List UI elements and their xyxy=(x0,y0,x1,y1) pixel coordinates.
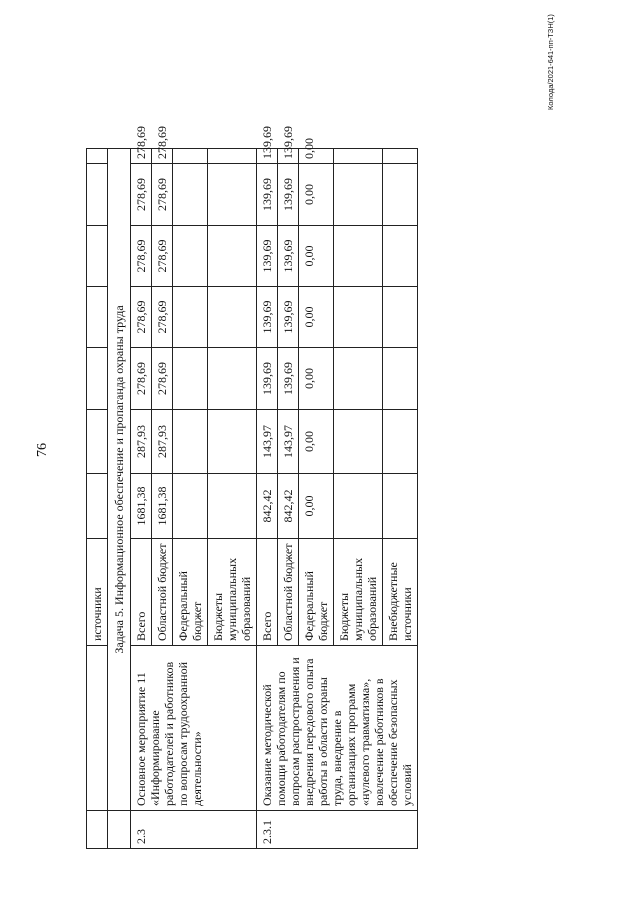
value-cell: 278,69 xyxy=(152,149,173,164)
value-cell xyxy=(208,287,257,348)
value-cell xyxy=(173,226,208,287)
value-cell xyxy=(383,164,418,226)
value-cell xyxy=(334,149,383,164)
value-cell: 139,69 xyxy=(278,164,299,226)
item-name: Основное мероприятие 11 «Информирование работодателей и работников по вопросам трудоохранной деятельности» xyxy=(131,646,257,811)
item-number: 2.3.1 xyxy=(257,811,418,849)
value-cell: 278,69 xyxy=(131,287,152,348)
value-cell: 139,69 xyxy=(257,348,278,410)
header-cell xyxy=(87,410,108,474)
source-label: Внебюджетные источники xyxy=(383,539,418,646)
value-cell: 278,69 xyxy=(131,164,152,226)
value-cell xyxy=(208,226,257,287)
value-cell: 139,69 xyxy=(257,164,278,226)
budget-table-rotated xyxy=(86,126,586,849)
value-cell: 139,69 xyxy=(278,226,299,287)
header-sources-label: источники xyxy=(87,539,108,646)
value-cell: 842,42 xyxy=(278,474,299,539)
source-label: Всего xyxy=(257,539,278,646)
value-cell: 139,69 xyxy=(278,287,299,348)
source-label: Бюджеты муниципальных образований xyxy=(334,539,383,646)
header-cell xyxy=(87,226,108,287)
value-cell xyxy=(383,226,418,287)
source-label: Бюджеты муниципальных образований xyxy=(208,539,257,646)
value-cell xyxy=(383,410,418,474)
header-cell xyxy=(87,149,108,164)
value-cell: 287,93 xyxy=(152,410,173,474)
value-cell: 0,00 xyxy=(299,149,334,164)
value-cell: 139,69 xyxy=(257,226,278,287)
value-cell: 0,00 xyxy=(299,348,334,410)
task-spacer-cell xyxy=(108,811,131,849)
source-label: Областной бюджет xyxy=(278,539,299,646)
value-cell: 278,69 xyxy=(152,348,173,410)
value-cell xyxy=(383,348,418,410)
value-cell: 143,97 xyxy=(278,410,299,474)
header-cell xyxy=(87,164,108,226)
value-cell: 0,00 xyxy=(299,287,334,348)
item-name: Оказание методической помощи работодателям по вопросам распространения и внедрения передового опыта работы в области охраны труда, внедрение в организациях программ «нулевого травматизма», вовлечение работников в обеспечение безопасных условий xyxy=(257,646,418,811)
value-cell xyxy=(383,474,418,539)
header-cell-num xyxy=(87,811,108,849)
value-cell: 278,69 xyxy=(131,226,152,287)
value-cell: 143,97 xyxy=(257,410,278,474)
value-cell xyxy=(173,348,208,410)
value-cell: 278,69 xyxy=(131,348,152,410)
page-number: 76 xyxy=(35,443,50,457)
value-cell xyxy=(208,149,257,164)
value-cell: 278,69 xyxy=(131,149,152,164)
header-cell-name xyxy=(87,646,108,811)
value-cell xyxy=(334,474,383,539)
header-cell xyxy=(87,474,108,539)
value-cell xyxy=(208,410,257,474)
value-cell xyxy=(383,287,418,348)
value-cell xyxy=(334,226,383,287)
value-cell: 278,69 xyxy=(152,287,173,348)
value-cell xyxy=(334,164,383,226)
value-cell: 287,93 xyxy=(131,410,152,474)
value-cell xyxy=(208,348,257,410)
document-code: Колода/2021-641-пп-ТЗН(1) xyxy=(546,14,555,110)
value-cell: 278,69 xyxy=(152,164,173,226)
header-row xyxy=(87,149,108,849)
value-cell: 139,69 xyxy=(278,149,299,164)
task-row xyxy=(108,149,131,849)
value-cell xyxy=(173,474,208,539)
value-cell xyxy=(208,474,257,539)
table-row xyxy=(257,149,278,849)
budget-table xyxy=(86,126,418,849)
table-row xyxy=(131,149,152,849)
value-cell: 0,00 xyxy=(299,410,334,474)
value-cell: 0,00 xyxy=(299,164,334,226)
source-label: Областной бюджет xyxy=(152,539,173,646)
value-cell: 139,69 xyxy=(278,348,299,410)
value-cell xyxy=(383,149,418,164)
value-cell: 278,69 xyxy=(152,226,173,287)
task-title: Задача 5. Информационное обеспечение и пропаганда охраны труда xyxy=(108,149,131,811)
value-cell: 0,00 xyxy=(299,226,334,287)
value-cell xyxy=(173,287,208,348)
value-cell xyxy=(173,149,208,164)
value-cell xyxy=(334,410,383,474)
value-cell: 139,69 xyxy=(257,287,278,348)
value-cell: 0,00 xyxy=(299,474,334,539)
value-cell xyxy=(173,164,208,226)
value-cell xyxy=(208,164,257,226)
source-label: Федеральный бюджет xyxy=(173,539,208,646)
value-cell xyxy=(334,287,383,348)
value-cell: 1681,38 xyxy=(152,474,173,539)
value-cell xyxy=(334,348,383,410)
source-label: Федеральный бюджет xyxy=(299,539,334,646)
value-cell: 1681,38 xyxy=(131,474,152,539)
value-cell xyxy=(173,410,208,474)
item-number: 2.3 xyxy=(131,811,257,849)
header-cell xyxy=(87,287,108,348)
value-cell: 139,69 xyxy=(257,149,278,164)
header-cell xyxy=(87,348,108,410)
source-label: Всего xyxy=(131,539,152,646)
value-cell: 842,42 xyxy=(257,474,278,539)
